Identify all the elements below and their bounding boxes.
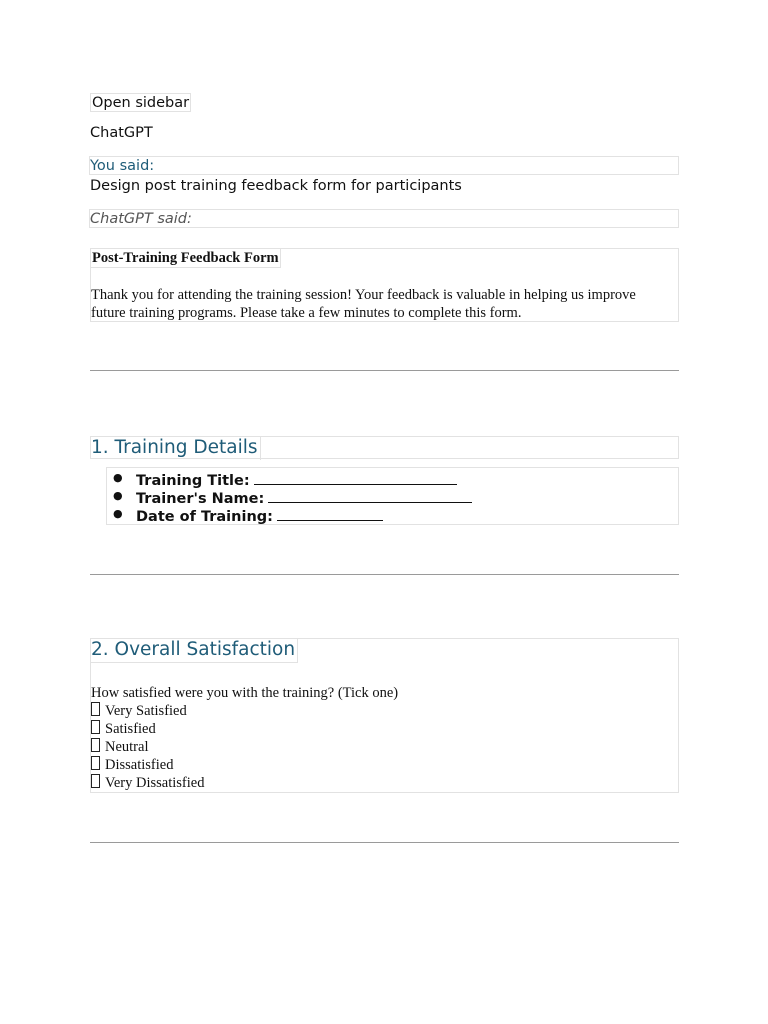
assistant-speaker-label: ChatGPT said: — [89, 209, 679, 228]
overall-satisfaction-section — [90, 638, 679, 793]
trainer-name-blank[interactable] — [268, 487, 472, 503]
option-very-dissatisfied[interactable]: Very Dissatisfied — [91, 774, 204, 792]
user-message: Design post training feedback form for participants — [90, 178, 462, 194]
option-satisfied[interactable]: Satisfied — [91, 720, 156, 738]
user-speaker-label: You said: — [89, 156, 679, 175]
section-divider — [90, 370, 679, 371]
section-heading-box — [90, 436, 679, 459]
field-label-date-of-training: Date of Training: — [136, 509, 273, 525]
checkbox-icon[interactable] — [91, 756, 100, 770]
list-item — [107, 469, 667, 487]
list-item — [107, 505, 667, 523]
option-dissatisfied[interactable]: Dissatisfied — [91, 756, 173, 774]
training-title-blank[interactable] — [254, 469, 457, 485]
section-divider — [90, 574, 679, 575]
section-heading-training-details: 1. Training Details — [91, 437, 261, 460]
date-of-training-blank[interactable] — [277, 505, 383, 521]
bullet-icon: ● — [113, 471, 123, 484]
satisfaction-question: How satisfied were you with the training? (Tick one) — [91, 685, 399, 701]
checkbox-icon[interactable] — [91, 774, 100, 788]
open-sidebar-button[interactable]: Open sidebar — [92, 95, 190, 111]
option-neutral[interactable]: Neutral — [91, 738, 148, 756]
bullet-icon: ● — [113, 489, 123, 502]
field-label-training-title: Training Title: — [136, 473, 250, 489]
assistant-response-intro — [90, 248, 679, 322]
training-details-list — [106, 467, 679, 525]
checkbox-icon[interactable] — [91, 720, 100, 734]
checkbox-icon[interactable] — [91, 738, 100, 752]
form-title: Post-Training Feedback Form — [92, 250, 279, 266]
app-title: ChatGPT — [90, 125, 153, 141]
section-heading-overall-satisfaction: 2. Overall Satisfaction — [91, 639, 298, 663]
bullet-icon: ● — [113, 507, 123, 520]
section-divider — [90, 842, 679, 843]
field-label-trainer-name: Trainer's Name: — [136, 491, 265, 507]
checkbox-icon[interactable] — [91, 702, 100, 716]
option-very-satisfied[interactable]: Very Satisfied — [91, 702, 187, 720]
form-intro-text: Thank you for attending the training session! Your feedback is valuable in helping us improve future training programs. Please take a few minutes to complete this form. — [91, 287, 636, 321]
list-item — [107, 487, 667, 505]
